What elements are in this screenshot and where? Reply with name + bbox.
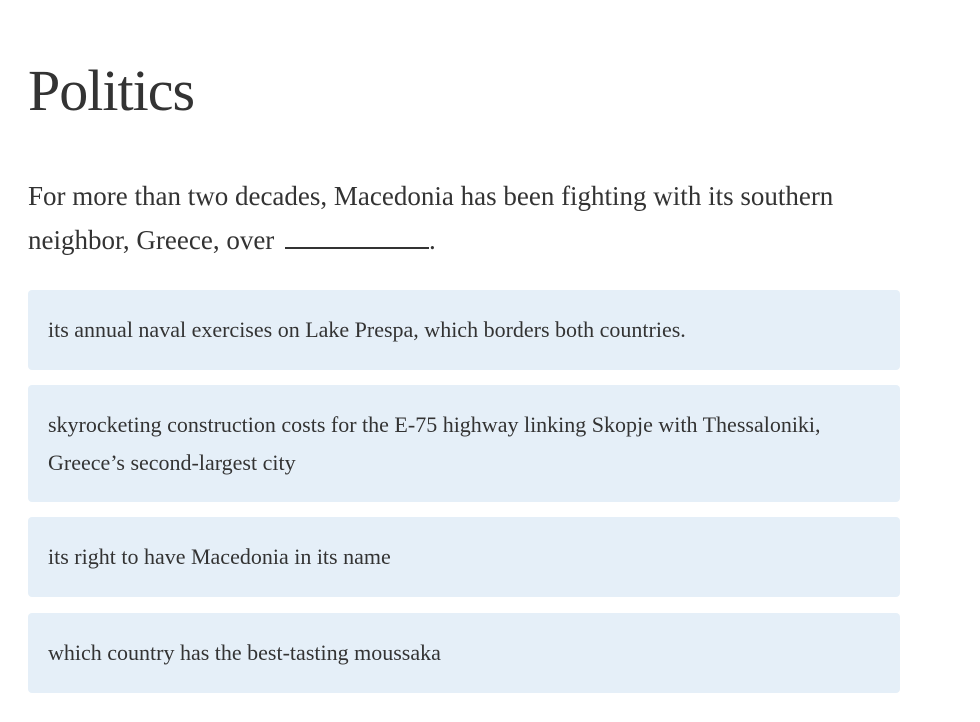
answer-choice-label: which country has the best-tasting moussaka (48, 640, 441, 665)
question-text (28, 174, 888, 262)
answer-blank (285, 227, 429, 249)
section-title: Politics (28, 58, 195, 123)
answer-choice-2[interactable] (28, 385, 900, 502)
answer-choice-label: its right to have Macedonia in its name (48, 544, 391, 569)
answer-choice-4[interactable] (28, 613, 900, 693)
question-prompt: For more than two decades, Macedonia has been fighting with its southern neighbor, Greece, over (28, 181, 834, 255)
answer-choice-3[interactable] (28, 517, 900, 597)
answer-choice-1[interactable] (28, 290, 900, 370)
question-end-punctuation: . (429, 225, 436, 255)
answer-choice-label: its annual naval exercises on Lake Prespa, which borders both countries. (48, 317, 686, 342)
answer-choice-label: skyrocketing construction costs for the E-75 highway linking Skopje with Thessaloniki, Greece’s second-largest city (48, 411, 821, 475)
